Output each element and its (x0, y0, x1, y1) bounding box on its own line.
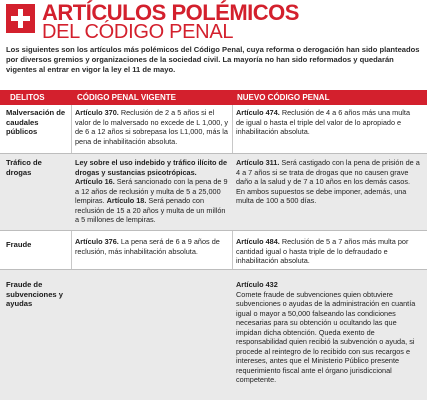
article-ref: Artículo 432 (236, 280, 278, 289)
article-text: Comete fraude de subvenciones quien obtuviere subvenciones o ayudas de la administración en cuantía igual o mayor a 50,000 falseando las condiciones necesarias para su obtención u ocultando las que impidan dicha obtención. Queda exento de responsabilidad quien recibió la subvención o ayuda, si procede al reintegro de lo recibido con sus recargos e intereses, antes que el Ministerio Público presente requerimiento fiscal ante el órgano jurisdiccional competente. (236, 289, 416, 384)
article-text: La pena será de 6 a 9 años de reclusión, más inhabilitación absoluta. (75, 237, 220, 256)
table-row (0, 154, 427, 230)
article-text: Reclusión de 5 a 7 años más multa por cantidad igual o hasta triple de lo defraudado e inhabilitación absoluta. (236, 237, 409, 265)
page-title: ARTÍCULOS POLÉMICOS (42, 0, 299, 25)
table-row (0, 105, 427, 153)
table-row (0, 270, 427, 400)
intro-paragraph: Los siguientes son los artículos más polémicos del Código Penal, cuya reforma o derogación han sido planteados por diversos gremios y organizaciones de la sociedad civil. La mayoría no han sido reformados y quedarán vigentes al entrar en vigor la ley el 11 de mayo. (6, 45, 420, 74)
crime-label: Malversación de caudales públicos (6, 108, 66, 136)
article-ref: Artículo 311. (236, 158, 280, 167)
new-code-cell (236, 237, 420, 266)
article-text: Reclusión de 4 a 6 años más una multa de igual o hasta el triple del valor de lo apropiado e inhabilitación absoluta. (236, 108, 411, 136)
article-text: Será sancionado con la pena de 9 a 12 años de reclusión y multa de 5 a 25,000 lempiras. (75, 177, 228, 205)
crime-label: Fraude (6, 240, 32, 249)
article-ref: Artículo 370. (75, 108, 119, 117)
current-code-cell (75, 108, 229, 146)
new-code-cell (236, 280, 420, 385)
current-code-cell (75, 158, 229, 225)
article-ref: Artículo 16. (75, 177, 115, 186)
article-text: Será castigado con la pena de prisión de a 4 a 7 años si se trata de drogas que no causen grave daño a la salud y de 7 a 10 años en los demás casos. En ambos supuestos se debe imponer, además, una multa de 100 a 500 días. (236, 158, 420, 205)
page-subtitle: DEL CÓDIGO PENAL (42, 21, 234, 43)
article-ref: Artículo 18. (106, 196, 147, 205)
current-code-cell (75, 237, 229, 256)
article-ref: Artículo 376. (75, 237, 119, 246)
crime-label: Fraude de subvenciones y ayudas (6, 280, 63, 308)
article-text: Será penado con reclusión de 15 a 20 años y multa de un millón a 5 millones de lempiras. (75, 196, 226, 224)
column-header-delitos: DELITOS (10, 93, 45, 102)
plus-icon (6, 4, 35, 33)
article-text: Reclusión de 2 a 5 años si el valor de lo malversado no excede de L 1,000, y de 6 a 12 años si sobrepasa los L1,000, más la pena de inhabilitación absoluta. (75, 108, 229, 146)
table-header (0, 90, 427, 105)
column-header-current: CÓDIGO PENAL VIGENTE (77, 93, 176, 102)
law-subheading: Ley sobre el uso indebido y tráfico ilícito de drogas y sustancias psicotrópicas. (75, 158, 228, 177)
column-header-new: NUEVO CÓDIGO PENAL (237, 93, 330, 102)
crime-label: Tráfico de drogas (6, 158, 42, 177)
new-code-cell (236, 158, 420, 206)
header (0, 0, 427, 46)
table-row (0, 231, 427, 269)
article-ref: Artículo 474. (236, 108, 280, 117)
article-ref: Artículo 484. (236, 237, 280, 246)
new-code-cell (236, 108, 420, 137)
